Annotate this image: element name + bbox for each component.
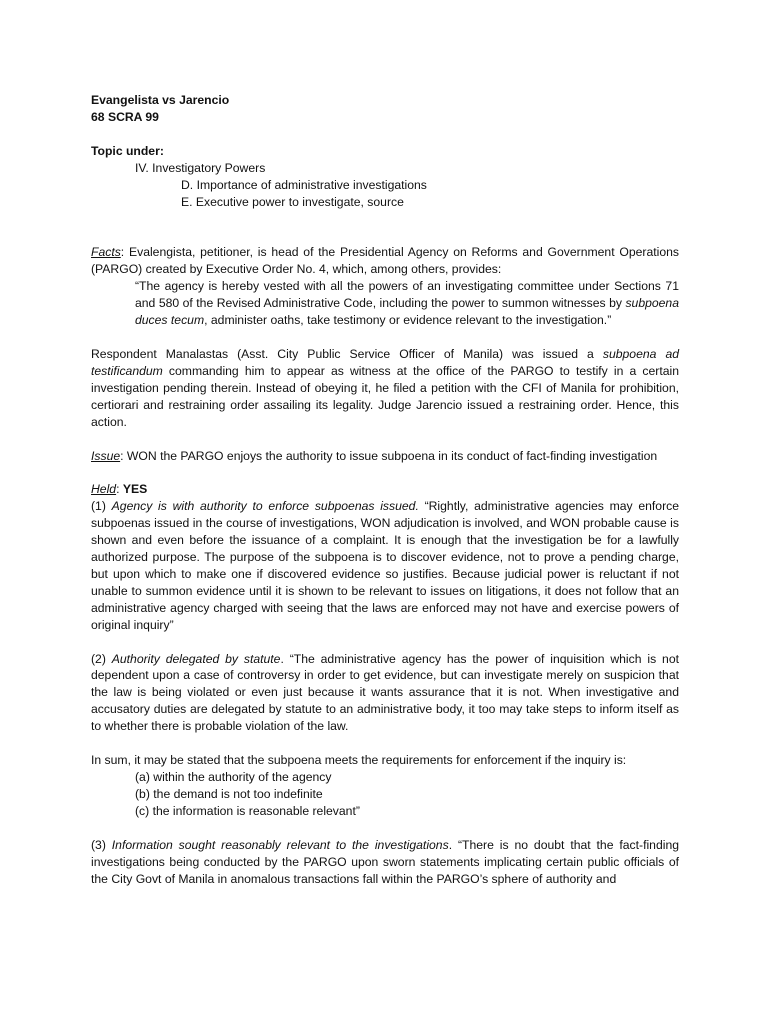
facts-paragraph-2	[91, 346, 679, 431]
held-point-1	[91, 498, 679, 633]
held-colon: :	[116, 482, 123, 497]
facts-quote-italic: subpoena duces tecum	[135, 296, 679, 328]
issue-label: Issue	[91, 448, 121, 463]
held-p2-text: . “The administrative agency has the power of inquisition which is not dependent upon a case of controversy in order to get evidence, but can investigate merely on suspicion that the law is being violated or even just because it wants assurance that it is not. When investigative and accusatory duties are delegated by statute to an administrative body, it too may take steps to inform itself as to whether there is probable violation of the law.	[91, 651, 679, 734]
topic-line-2: D. Importance of administrative investigations	[181, 177, 427, 192]
held-p3-number: (3)	[91, 837, 112, 852]
issue-paragraph	[91, 448, 679, 465]
facts-text: : Evalengista, petitioner, is head of the Presidential Agency on Reforms and Government Operations (PARGO) created by Executive Order No. 4, which, among others, provides:	[91, 245, 679, 277]
held-p2-number: (2)	[91, 651, 112, 666]
held-p2-heading: Authority delegated by statute	[111, 651, 281, 666]
sum-item-c: (c) the information is reasonable relevant”	[135, 803, 360, 818]
held-label: Held	[91, 482, 117, 497]
facts-quote	[91, 278, 679, 329]
held-point-2	[91, 651, 679, 736]
topic-line-1: IV. Investigatory Powers	[135, 160, 266, 175]
held-p3-text: . “There is no doubt that the fact-finding investigations being conducted by the PARGO upon sworn statements implicating certain public officials of the City Govt of Manila in anomalous transactions fall within the PARGO’s sphere of authority and	[91, 837, 680, 886]
held-point-3	[91, 837, 679, 888]
case-citation: 68 SCRA 99	[91, 109, 159, 124]
held-p1-heading: Agency is with authority to enforce subpoenas issued.	[111, 499, 419, 514]
issue-text: : WON the PARGO enjoys the authority to issue subpoena in its conduct of fact-finding investigation	[120, 448, 658, 463]
facts-p2-part-a: Respondent Manalastas (Asst. City Public Service Officer of Manila) was issued a	[91, 346, 603, 361]
held-p1-number: (1)	[91, 499, 112, 514]
facts-p2-part-b: commanding him to appear as witness at the office of the PARGO to testify in a certain investigation pending therein. Instead of obeying it, he filed a petition with the CFI of Manila for prohibition, certiorari and restraining order assailing its legality. Judge Jarencio issued a restraining order. Hence, this action.	[91, 363, 679, 429]
facts-quote-part-a: “The agency is hereby vested with all the powers of an investigating committee under Sections 71 and 580 of the Revised Administrative Code, including the power to summon witnesses by	[135, 279, 679, 311]
facts-paragraph	[91, 244, 679, 278]
held-p3-heading: Information sought reasonably relevant to the investigations	[111, 837, 449, 852]
topic-label: Topic under:	[91, 143, 164, 158]
case-title: Evangelista vs Jarencio	[91, 93, 230, 107]
facts-quote-part-b: , administer oaths, take testimony or evidence relevant to the investigation.”	[204, 313, 612, 328]
held-answer: YES	[122, 482, 148, 497]
sum-item-b: (b) the demand is not too indefinite	[135, 786, 323, 801]
sum-item-a: (a) within the authority of the agency	[135, 770, 332, 784]
facts-p2-italic: subpoena ad testificandum	[91, 346, 680, 378]
held-p1-text: “Rightly, administrative agencies may enforce subpoenas issued in the course of investigations, WON adjudication is involved, and WON probable cause is shown and even before the issuance of a complaint. It is enough that the investigation be for a lawfully authorized purpose. The purpose of the subpoena is to discover evidence, not to prove a pending charge, but upon which to make one if discovered evidence so justifies. Because judicial power is reluctant if not unable to summon evidence until it is shown to be relevant to issues on litigations, it does not follow that an administrative agency charged with seeing that the laws are enforced may not have and exercise powers of original inquiry”	[91, 499, 680, 632]
sum-list	[91, 769, 679, 820]
topic-line-3: E. Executive power to investigate, source	[181, 194, 404, 209]
facts-label: Facts	[91, 245, 121, 260]
sum-intro: In sum, it may be stated that the subpoena meets the requirements for enforcement if the inquiry is:	[91, 753, 627, 768]
held-heading	[91, 481, 679, 498]
